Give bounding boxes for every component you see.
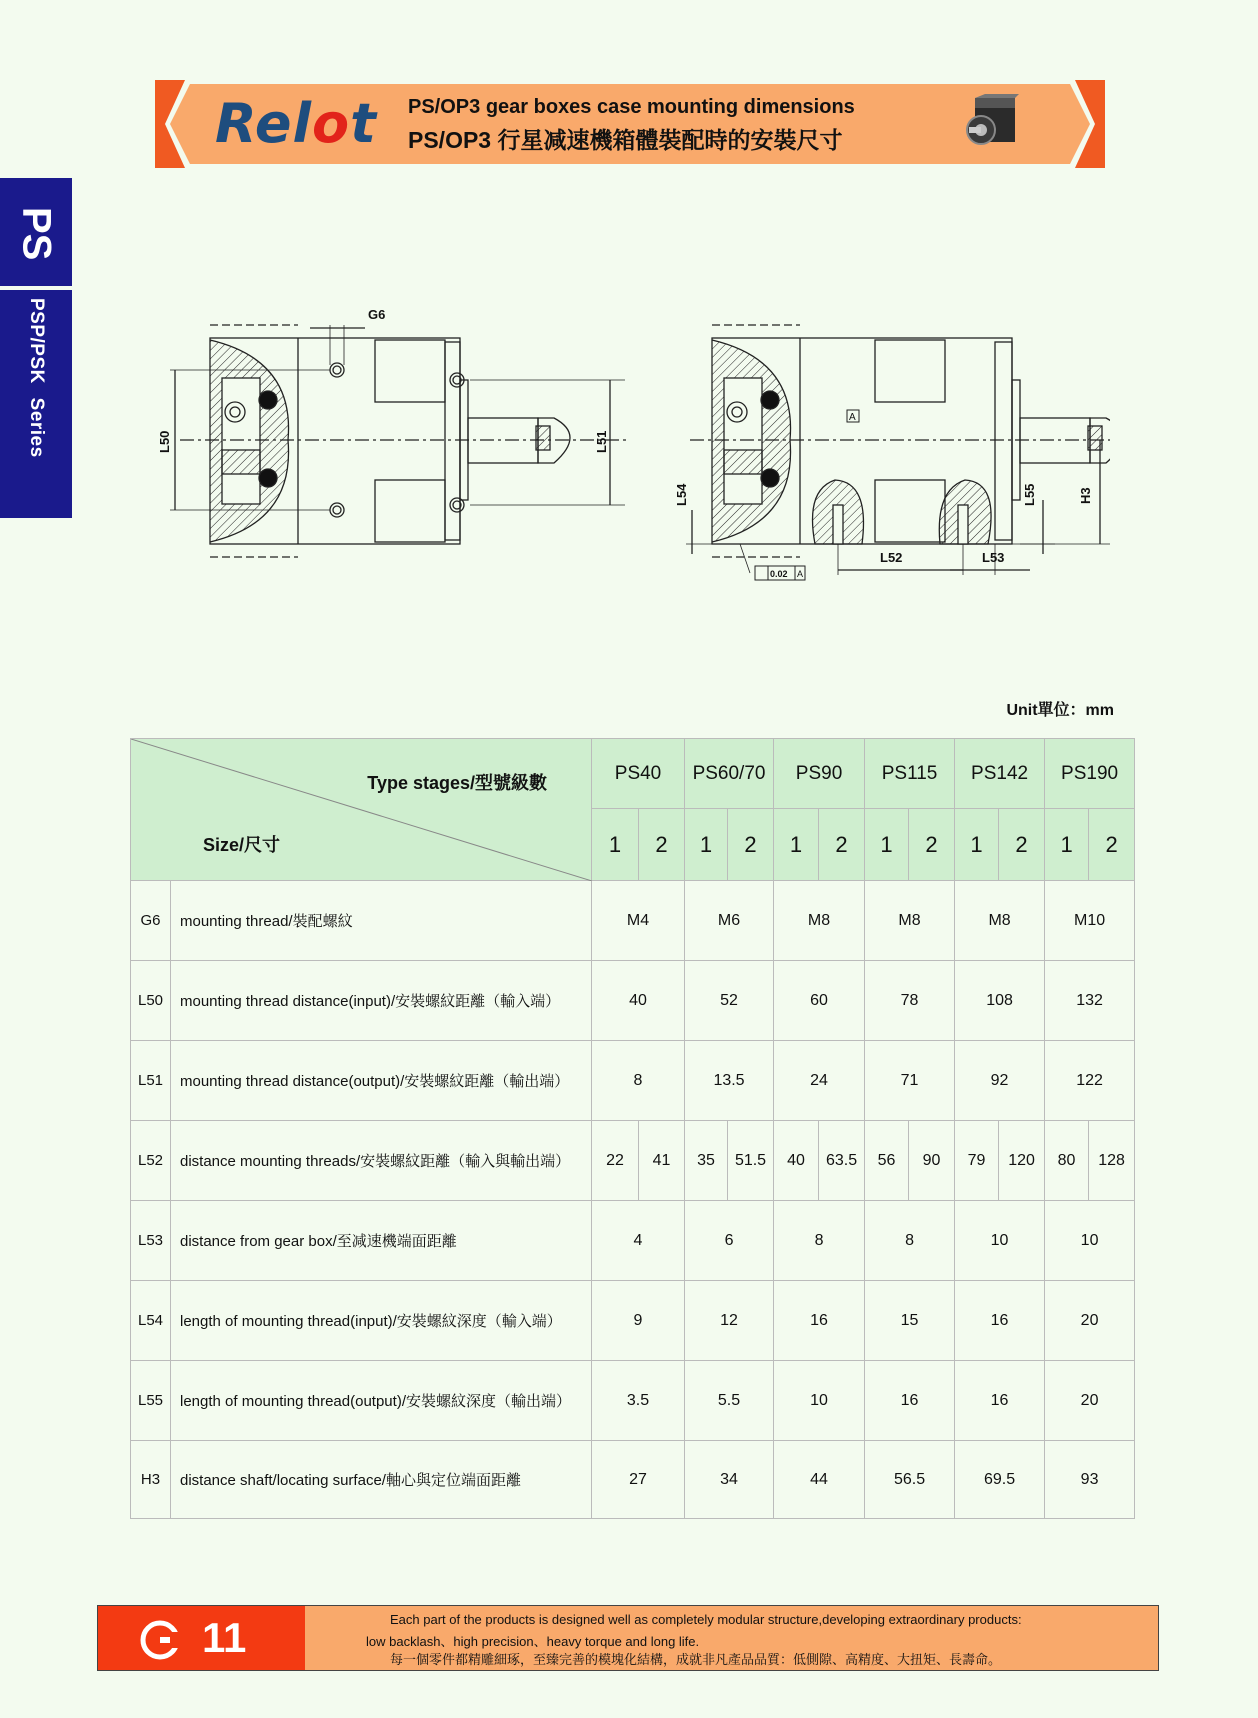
- row-code: L53: [131, 1201, 171, 1281]
- row-value: M8: [955, 881, 1045, 961]
- label-tolerance: 0.02: [770, 569, 788, 579]
- row-value: 10: [1045, 1201, 1135, 1281]
- row-value: 16: [955, 1281, 1045, 1361]
- row-value: 13.5: [685, 1041, 774, 1121]
- row-code: L50: [131, 961, 171, 1041]
- row-value: 52: [685, 961, 774, 1041]
- row-value: 8: [865, 1201, 955, 1281]
- brand-logo: Relot: [215, 92, 377, 155]
- row-value: 27: [592, 1441, 685, 1519]
- label-l50: L50: [157, 430, 172, 453]
- row-value: 132: [1045, 961, 1135, 1041]
- stage-header: 1: [774, 809, 819, 881]
- table-row-h3: [131, 1441, 1135, 1519]
- stage-header: 2: [999, 809, 1045, 881]
- row-value: 60: [774, 961, 865, 1041]
- row-code: G6: [131, 881, 171, 961]
- model-header: PS142: [955, 739, 1045, 809]
- header-type-stages: Type stages/型號級數: [367, 773, 547, 793]
- row-value: 44: [774, 1441, 865, 1519]
- row-description: mounting thread/裝配螺紋: [171, 881, 592, 961]
- stage-header: 1: [685, 809, 728, 881]
- stage-header: 2: [639, 809, 685, 881]
- unit-label: Unit單位：mm: [1006, 702, 1114, 719]
- row-value: 69.5: [955, 1441, 1045, 1519]
- row-description: distance shaft/locating surface/軸心與定位端面距離: [171, 1441, 592, 1519]
- stage-header: 2: [819, 809, 865, 881]
- row-code: L55: [131, 1361, 171, 1441]
- row-value: 63.5: [819, 1121, 865, 1201]
- table-row-l50: [131, 961, 1135, 1041]
- row-value: 4: [592, 1201, 685, 1281]
- row-value: 9: [592, 1281, 685, 1361]
- row-value: 80: [1045, 1121, 1089, 1201]
- row-value: 24: [774, 1041, 865, 1121]
- model-header: PS115: [865, 739, 955, 809]
- label-tolerance-datum: A: [797, 569, 804, 579]
- row-value: 40: [774, 1121, 819, 1201]
- model-header: PS190: [1045, 739, 1135, 809]
- row-value: 20: [1045, 1361, 1135, 1441]
- row-description: distance from gear box/至减速機端面距離: [171, 1201, 592, 1281]
- row-value: M6: [685, 881, 774, 961]
- row-value: M4: [592, 881, 685, 961]
- stage-header: 1: [955, 809, 999, 881]
- footer-text-line3: 每一個零件都精雕細琢，至臻完善的模塊化結構，成就非凡產品品質：低側隙、高精度、大扭矩、長壽命。: [390, 1652, 1002, 1667]
- corner-diagonal: [131, 739, 592, 881]
- table-header-models: [131, 739, 1135, 809]
- dimension-table: [130, 738, 1135, 1519]
- row-value: 35: [685, 1121, 728, 1201]
- label-l55: L55: [1022, 483, 1037, 506]
- stage-header: 2: [728, 809, 774, 881]
- row-value: 78: [865, 961, 955, 1041]
- row-description: mounting thread distance(output)/安裝螺紋距離（輸出端）: [171, 1041, 592, 1121]
- label-l51: L51: [594, 430, 609, 453]
- row-value: 20: [1045, 1281, 1135, 1361]
- row-code: L51: [131, 1041, 171, 1121]
- label-h3: H3: [1078, 487, 1093, 504]
- row-value: 22: [592, 1121, 639, 1201]
- footer-text-line1: Each part of the products is designed well as completely modular structure,developing extraordinary products:: [390, 1612, 1022, 1627]
- label-l54: L54: [674, 483, 689, 506]
- stage-header: 1: [592, 809, 639, 881]
- row-value: 128: [1089, 1121, 1135, 1201]
- row-code: L52: [131, 1121, 171, 1201]
- row-value: 10: [955, 1201, 1045, 1281]
- row-value: 56.5: [865, 1441, 955, 1519]
- row-code: H3: [131, 1441, 171, 1519]
- row-value: 6: [685, 1201, 774, 1281]
- stage-header: 2: [909, 809, 955, 881]
- model-header: PS90: [774, 739, 865, 809]
- row-code: L54: [131, 1281, 171, 1361]
- row-value: M8: [774, 881, 865, 961]
- side-tab-series-label: PSP/PSK Series: [26, 298, 47, 458]
- page-footer: [97, 1605, 1159, 1671]
- page-title-zh: PS/OP3 行星减速機箱體裝配時的安裝尺寸: [408, 127, 843, 153]
- gearbox-product-icon: [961, 94, 1019, 156]
- row-value: 93: [1045, 1441, 1135, 1519]
- row-value: 108: [955, 961, 1045, 1041]
- row-value: M10: [1045, 881, 1135, 961]
- side-tab-divider: [0, 286, 72, 290]
- table-corner-header: [131, 739, 592, 881]
- row-value: 71: [865, 1041, 955, 1121]
- model-header: PS40: [592, 739, 685, 809]
- table-row-l55: [131, 1361, 1135, 1441]
- row-value: M8: [865, 881, 955, 961]
- table-row-l52: [131, 1121, 1135, 1201]
- page-title-en: PS/OP3 gear boxes case mounting dimensions: [408, 96, 855, 118]
- row-value: 41: [639, 1121, 685, 1201]
- row-description: length of mounting thread(input)/安裝螺紋深度（輸入端）: [171, 1281, 592, 1361]
- row-value: 92: [955, 1041, 1045, 1121]
- row-description: length of mounting thread(output)/安裝螺紋深度（輸出端）: [171, 1361, 592, 1441]
- label-l52: L52: [880, 550, 903, 565]
- row-value: 8: [592, 1041, 685, 1121]
- table-row-l51: [131, 1041, 1135, 1121]
- label-l53: L53: [982, 550, 1005, 565]
- table-row-g6: [131, 881, 1135, 961]
- header-banner: [155, 80, 1105, 168]
- row-description: mounting thread distance(input)/安裝螺紋距離（輸入端）: [171, 961, 592, 1041]
- row-value: 8: [774, 1201, 865, 1281]
- row-value: 15: [865, 1281, 955, 1361]
- row-value: 40: [592, 961, 685, 1041]
- row-value: 16: [955, 1361, 1045, 1441]
- label-datum: A: [849, 412, 856, 423]
- row-value: 51.5: [728, 1121, 774, 1201]
- series-side-tab: [0, 178, 72, 518]
- table-row-l54: [131, 1281, 1135, 1361]
- row-value: 120: [999, 1121, 1045, 1201]
- row-value: 5.5: [685, 1361, 774, 1441]
- footer-text-line2: low backlash、high precision、heavy torque and long life.: [366, 1634, 700, 1649]
- row-value: 12: [685, 1281, 774, 1361]
- company-logo-icon: [140, 1620, 180, 1660]
- row-value: 16: [774, 1281, 865, 1361]
- row-value: 3.5: [592, 1361, 685, 1441]
- label-g6: G6: [368, 307, 386, 322]
- mounting-dimension-drawing: [150, 300, 1110, 600]
- row-value: 10: [774, 1361, 865, 1441]
- table-row-l53: [131, 1201, 1135, 1281]
- side-tab-main-label: PS: [14, 207, 59, 261]
- row-value: 90: [909, 1121, 955, 1201]
- row-value: 56: [865, 1121, 909, 1201]
- row-value: 16: [865, 1361, 955, 1441]
- row-value: 122: [1045, 1041, 1135, 1121]
- page-number: 11: [202, 1614, 247, 1661]
- model-header: PS60/70: [685, 739, 774, 809]
- header-size: Size/尺寸: [203, 835, 281, 855]
- stage-header: 1: [865, 809, 909, 881]
- row-value: 34: [685, 1441, 774, 1519]
- stage-header: 1: [1045, 809, 1089, 881]
- stage-header: 2: [1089, 809, 1135, 881]
- row-description: distance mounting threads/安裝螺紋距離（輸入與輸出端）: [171, 1121, 592, 1201]
- row-value: 79: [955, 1121, 999, 1201]
